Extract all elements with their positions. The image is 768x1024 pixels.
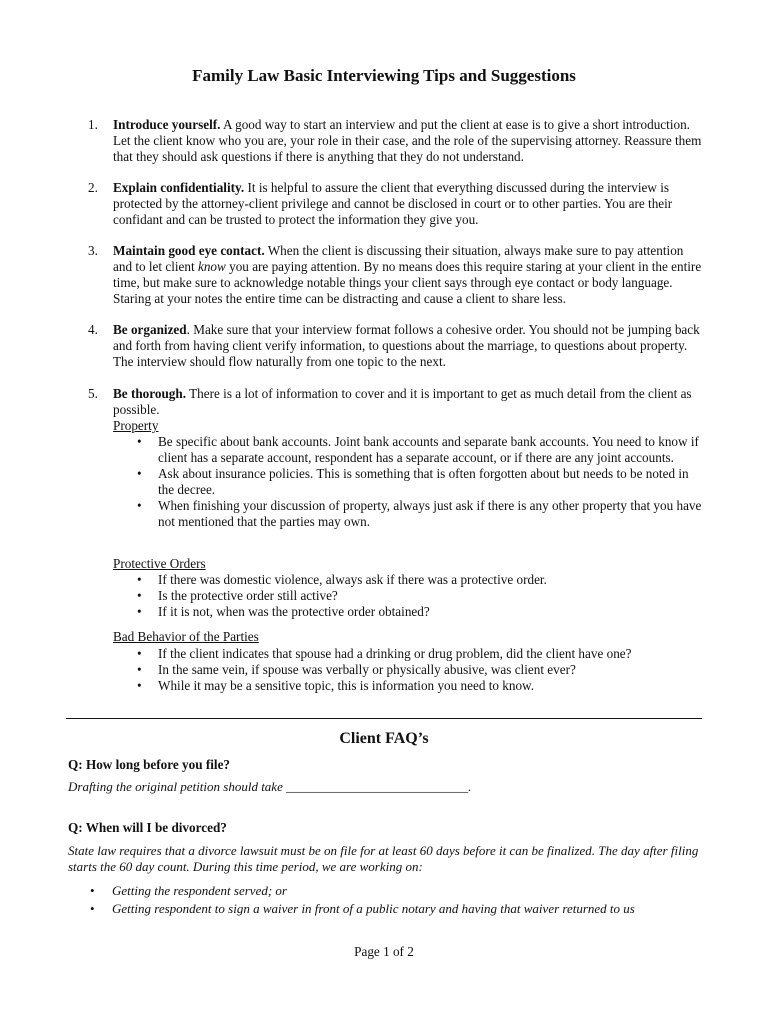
faq-answer-1: Drafting the original petition should take ____________________________. bbox=[68, 779, 472, 794]
page-number: Page 1 of 2 bbox=[354, 944, 414, 959]
tip-heading: Introduce yourself. bbox=[113, 117, 221, 132]
section-heading-property: Property bbox=[113, 418, 159, 433]
faq-bullets bbox=[88, 882, 708, 917]
tip-heading: Be thorough. bbox=[113, 386, 187, 401]
faq-question-2: Q: When will I be divorced? bbox=[68, 820, 227, 835]
tip-body: . Make sure that your interview format follows a cohesive order. You should not be jumping back and forth from having client verify information, to questions about the marriage, to questions about property. The interview should flow naturally from one topic to the next. bbox=[113, 322, 700, 369]
list-item: • If the client indicates that spouse had a drinking or drug problem, did the client have one? bbox=[113, 646, 703, 662]
list-item: • In the same vein, if spouse was verbally or physically abusive, was client ever? bbox=[113, 662, 703, 678]
list-item: • If there was domestic violence, always ask if there was a protective order. bbox=[113, 572, 703, 588]
tip-heading: Explain confidentiality. bbox=[113, 180, 245, 195]
tip-item-1 bbox=[82, 117, 702, 165]
tip-body: When the client is discussing their situation, always make sure to pay attention and to let client bbox=[113, 243, 684, 274]
tip-body: A good way to start an interview and put the client at ease is to give a short introduction. Let the client know who you are, your role in their case, and the role of the supervising attorney. Reassure them that they should ask questions if there is anything that they do not understand. bbox=[113, 117, 702, 164]
list-item: • Is the protective order still active? bbox=[113, 588, 703, 604]
tip-heading: Be organized bbox=[113, 322, 187, 337]
tip-number: 1. bbox=[88, 117, 98, 132]
property-bullets bbox=[113, 434, 703, 530]
tip-body: It is helpful to assure the client that everything discussed during the interview is protected by the attorney-client privilege and cannot be disclosed in court or to other parties. You are their confidant and can be trusted to protect the information they give you. bbox=[113, 180, 673, 227]
faq-title: Client FAQ’s bbox=[339, 730, 429, 747]
tip-emphasis: know bbox=[197, 259, 226, 274]
tip-number: 4. bbox=[88, 322, 98, 337]
tip-item-2 bbox=[82, 180, 702, 228]
list-item: • If it is not, when was the protective order obtained? bbox=[113, 604, 703, 620]
section-divider bbox=[66, 718, 702, 719]
faq-answer-2: State law requires that a divorce lawsuit must be on file for at least 60 days before it can be finalized. The day after filing starts the 60 day count. During this time period, we are working on: bbox=[68, 843, 699, 874]
tip-item-3 bbox=[82, 243, 702, 307]
bad-behavior-bullets bbox=[113, 646, 703, 694]
tip-body: There is a lot of information to cover and it is important to get as much detail from the client as possible. bbox=[113, 386, 692, 417]
tip-number: 2. bbox=[88, 180, 98, 195]
tip-item-4 bbox=[82, 322, 702, 370]
section-heading-protective-orders: Protective Orders bbox=[113, 556, 206, 571]
tip-item-5 bbox=[82, 386, 702, 418]
list-item: • Be specific about bank accounts. Joint bank accounts and separate bank accounts. You need to know if client has a separate account, respondent has a separate account, or if there are any joint accounts. bbox=[113, 434, 703, 466]
list-item: • When finishing your discussion of property, always just ask if there is any other property that you have not mentioned that the parties may own. bbox=[113, 498, 703, 530]
list-item: • Ask about insurance policies. This is something that is often forgotten about but needs to be noted in the decree. bbox=[113, 466, 703, 498]
section-heading-bad-behavior: Bad Behavior of the Parties bbox=[113, 629, 259, 644]
tip-number: 5. bbox=[88, 386, 98, 401]
tip-body: you are paying attention. By no means does this require staring at your client in the entire time, but make sure to acknowledge notable things your client says through eye contact or body language. Staring at your notes the entire time can be distracting and cause a client to share less. bbox=[113, 259, 702, 306]
protective-orders-bullets bbox=[113, 572, 703, 620]
tip-heading: Maintain good eye contact. bbox=[113, 243, 265, 258]
list-item: • While it may be a sensitive topic, this is information you need to know. bbox=[113, 678, 703, 694]
document-title: Family Law Basic Interviewing Tips and Suggestions bbox=[192, 66, 576, 85]
list-item: • Getting respondent to sign a waiver in front of a public notary and having that waiver returned to us bbox=[88, 900, 708, 918]
list-item: • Getting the respondent served; or bbox=[88, 882, 708, 900]
tip-number: 3. bbox=[88, 243, 98, 258]
faq-question-1: Q: How long before you file? bbox=[68, 757, 231, 772]
